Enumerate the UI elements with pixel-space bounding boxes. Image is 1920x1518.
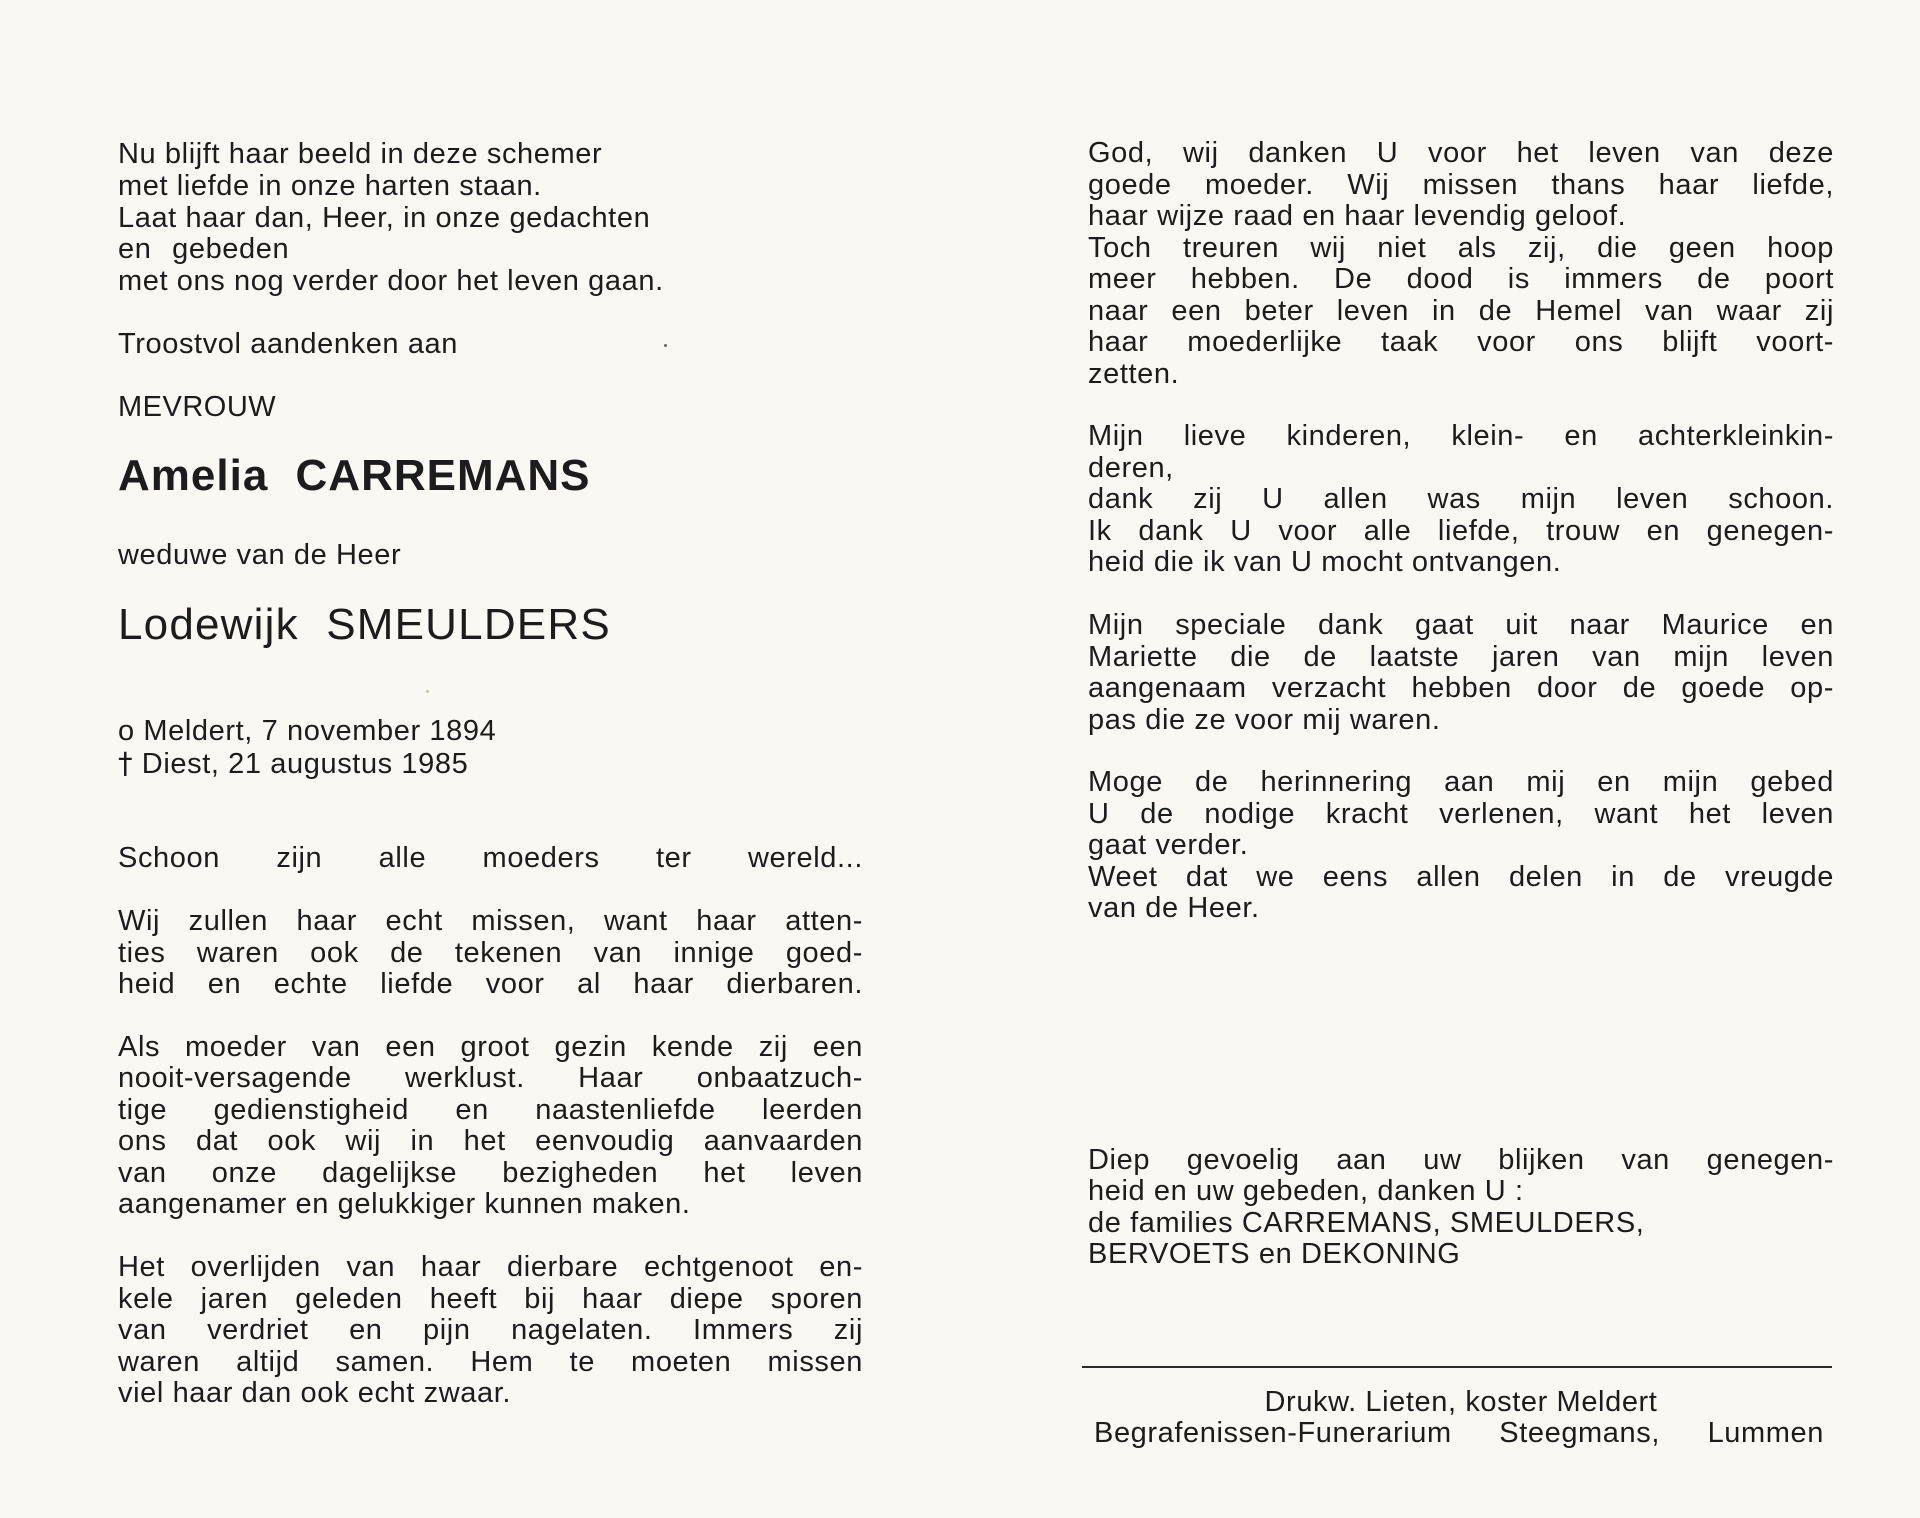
paragraph-line: van de Heer. — [1088, 892, 1260, 924]
paragraph-line: waren altijd samen. Hem te moeten missen — [118, 1346, 863, 1378]
paragraph-line: Ik dank U voor alle liefde, trouw en genegen- — [1088, 515, 1834, 547]
paragraph-line: Mijn lieve kinderen, klein- en achterkleinkin- — [1088, 420, 1834, 452]
title-mevrouw: MEVROUW — [118, 391, 277, 423]
birth-line: o Meldert, 7 november 1894 — [118, 715, 497, 747]
cross-icon: † — [118, 746, 134, 780]
deceased-name: Amelia CARREMANS — [118, 451, 591, 500]
paragraph-line: viel haar dan ook echt zwaar. — [118, 1377, 512, 1409]
paragraph-line: nooit-versagende werklust. Haar onbaatzuch- — [118, 1062, 863, 1094]
paragraph-line: goede moeder. Wij missen thans haar liefde, — [1088, 169, 1834, 201]
widow-of-text: weduwe van de Heer — [118, 539, 402, 571]
paragraph-line: haar moederlijke taak voor ons blijft voort- — [1088, 326, 1834, 358]
poem-line: met ons nog verder door het leven gaan. — [118, 265, 664, 297]
paragraph-line: deren, — [1088, 452, 1174, 484]
paragraph-line: van verdriet en pijn nagelaten. Immers zij — [118, 1314, 863, 1346]
poem-line: met liefde in onze harten staan. — [118, 170, 542, 202]
paragraph-line: zetten. — [1088, 358, 1180, 390]
paragraph-line: gaat verder. — [1088, 829, 1249, 861]
paragraph-line: God, wij danken U voor het leven van deze — [1088, 137, 1834, 169]
paragraph-line: tige gedienstigheid en naastenliefde leerden — [118, 1094, 863, 1126]
paragraph-line: Mijn speciale dank gaat uit naar Maurice en — [1088, 609, 1834, 641]
death-line — [118, 747, 468, 780]
paragraph-line: U de nodige kracht verlenen, want het leven — [1088, 798, 1834, 830]
death-text: Diest, 21 augustus 1985 — [141, 748, 469, 780]
paragraph-line: Het overlijden van haar dierbare echtgenoot en- — [118, 1251, 863, 1283]
poem-line: en gebeden — [118, 233, 290, 265]
paragraph-line: van onze dagelijkse bezigheden het leven — [118, 1157, 863, 1189]
printer-line: Drukw. Lieten, koster Meldert — [1264, 1386, 1658, 1418]
thanks-line: heid en uw gebeden, danken U : — [1088, 1175, 1524, 1207]
poem-line: Nu blijft haar beeld in deze schemer — [118, 138, 603, 170]
footer-divider — [1082, 1366, 1832, 1368]
paragraph-line: ties waren ook de tekenen van innige goed- — [118, 937, 863, 969]
paragraph-line: kele jaren geleden heeft bij haar diepe sporen — [118, 1283, 863, 1315]
thanks-line: Diep gevoelig aan uw blijken van genegen- — [1088, 1144, 1834, 1176]
paragraph-line: Als moeder van een groot gezin kende zij een — [118, 1031, 863, 1063]
troostvol-text: Troostvol aandenken aan — [118, 328, 459, 360]
schoon-line: Schoon zijn alle moeders ter wereld... — [118, 842, 863, 874]
printer-line: Begrafenissen-Funerarium Steegmans, Lummen — [1094, 1417, 1824, 1449]
paragraph-line: naar een beter leven in de Hemel van waar zij — [1088, 295, 1834, 327]
paragraph-line: haar wijze raad en haar levendig geloof. — [1088, 200, 1627, 232]
paragraph-line: Mariette die de laatste jaren van mijn leven — [1088, 641, 1834, 673]
paragraph-line: aangenaam verzacht hebben door de goede op- — [1088, 672, 1834, 704]
husband-name: Lodewijk SMEULDERS — [118, 600, 611, 649]
paragraph-line: aangenamer en gelukkiger kunnen maken. — [118, 1188, 691, 1220]
print-speck — [426, 690, 429, 693]
paragraph-line: Wij zullen haar echt missen, want haar atten- — [118, 905, 863, 937]
thanks-line: de families CARREMANS, SMEULDERS, — [1088, 1207, 1645, 1239]
paragraph-line: Moge de herinnering aan mij en mijn gebed — [1088, 766, 1834, 798]
print-speck — [664, 344, 667, 347]
poem-line: Laat haar dan, Heer, in onze gedachten — [118, 202, 651, 234]
paragraph-line: ons dat ook wij in het eenvoudig aanvaarden — [118, 1125, 863, 1157]
paragraph-line: pas die ze voor mij waren. — [1088, 704, 1441, 736]
thanks-line: BERVOETS en DEKONING — [1088, 1238, 1461, 1270]
paragraph-line: Toch treuren wij niet als zij, die geen hoop — [1088, 232, 1834, 264]
paragraph-line: meer hebben. De dood is immers de poort — [1088, 263, 1834, 295]
paragraph-line: heid en echte liefde voor al haar dierbaren. — [118, 968, 863, 1000]
paragraph-line: Weet dat we eens allen delen in de vreugde — [1088, 861, 1834, 893]
paragraph-line: heid die ik van U mocht ontvangen. — [1088, 546, 1562, 578]
paragraph-line: dank zij U allen was mijn leven schoon. — [1088, 483, 1834, 515]
